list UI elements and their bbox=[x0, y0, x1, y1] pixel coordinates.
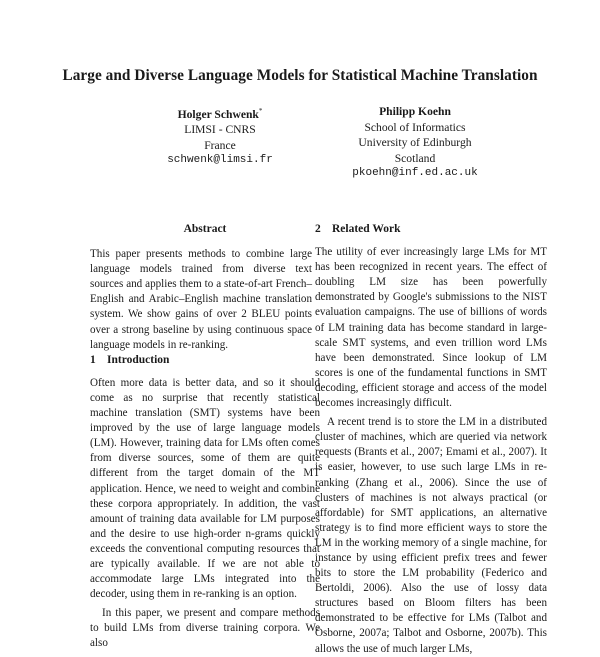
author-affiliation-line: France bbox=[204, 138, 236, 152]
section-heading-related-work bbox=[315, 222, 547, 237]
section-number: 1 bbox=[90, 353, 96, 366]
section-number: 2 bbox=[315, 223, 321, 235]
section-title: Related Work bbox=[332, 223, 401, 235]
paper-title: Large and Diverse Language Models for Statistical Machine Translation bbox=[62, 67, 538, 84]
abstract-text: This paper presents methods to combine large language models trained from diverse text sources and applies them to a state-of-art French–English and Arabic–English machine translation system. We show gains of over 2 BLEU points over a strong baseline by using continuous space language models in re-ranking. bbox=[90, 248, 312, 351]
author-email: pkoehn@inf.ed.ac.uk bbox=[352, 167, 478, 179]
right-column bbox=[315, 222, 547, 657]
author-affiliation-line: Scotland bbox=[394, 151, 436, 165]
author-name: Philipp Koehn bbox=[379, 105, 451, 118]
left-column bbox=[90, 222, 320, 652]
author-block-1 bbox=[120, 104, 320, 169]
section-title: Introduction bbox=[107, 353, 170, 366]
related-paragraph: A recent trend is to store the LM in a distributed cluster of machines, which are queried via network requests (Brants et al., 2007; Emami et al., 2007). It is easier, however, to use such large LMs in re-ranking (Zhang et al., 2006). Since the use of clusters of machines is not always practical (or affordable) for SMT applications, an alternative strategy is to find more efficient ways to store the LM in the working memory of a single machine, for instance by using efficient prefix trees and fewer bits to store the LM probability (Federico and Bertoldi, 2006). Also the use of lossy data structures based on Bloom filters has been demonstrated to be effective for LMs (Talbot and Osborne, 2007a; Talbot and Osborne, 2007b). This allows the use of much larger LMs, bbox=[315, 416, 547, 655]
intro-paragraph: In this paper, we present and compare methods to build LMs from diverse training corpora. We also bbox=[90, 607, 320, 650]
author-affiliation-line: LIMSI - CNRS bbox=[184, 123, 256, 137]
section-heading-introduction bbox=[90, 353, 320, 368]
author-email: schwenk@limsi.fr bbox=[167, 154, 273, 167]
author-name: Holger Schwenk* bbox=[177, 107, 263, 121]
author-affiliation-line: University of Edinburgh bbox=[358, 136, 472, 149]
author-block-2 bbox=[315, 104, 515, 182]
intro-paragraph: Often more data is better data, and so it should come as no surprise that recently statistical machine translation (SMT) systems have been improved by the use of large language models (LM). However, training data for LMs often comes from diverse sources, some of them are quite different from the target domain of the MT application. Hence, we need to weight and combine these corpora appropriately. In addition, the vast amount of training data available for LM purposes and the desire to use high-order n-grams quickly exceeds the conventional computing resources that are typically available. If we are not able to accommodate large LMs integrated into the decoder, using them in re-ranking is an option. bbox=[90, 376, 320, 601]
author-affiliation-line: School of Informatics bbox=[364, 120, 466, 134]
related-paragraph: The utility of ever increasingly large LMs for MT has been recognized in recent years. The effect of doubling LM size has been powerfully demonstrated by Google's submissions to the NIST evaluation campaigns. The use of billions of words of LM training data has become standard in large-scale SMT systems, and even trillion word LMs have been demonstrated. Since lookup of LM scores is one of the fundamental functions in SMT decoding, efficient storage and access of the model becomes increasingly difficult. bbox=[315, 246, 547, 410]
abstract-heading: Abstract bbox=[183, 223, 227, 235]
